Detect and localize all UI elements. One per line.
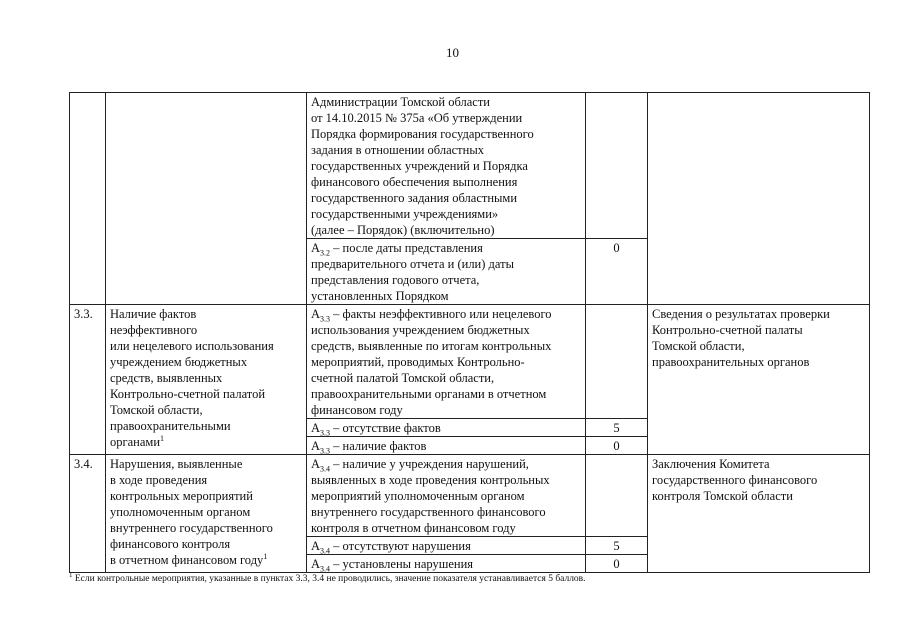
page-number: 10 xyxy=(446,45,459,60)
criterion-cell xyxy=(307,555,586,573)
indicators-table xyxy=(69,92,870,573)
criterion-prefix: А xyxy=(311,457,321,471)
criterion-text: – факты неэффективного или нецелевого использования учреждением бюджетных средств, выявленные по итогам контрольных мероприятий, проводимых Контрольно- счетной палатой Томской области, правоохранительными органами в отчетном финансовом году xyxy=(311,307,552,417)
criterion-cell: Администрации Томской области от 14.10.2015 № 375а «Об утверждении Порядка формирования государственного задания в отношении областных государственных учреждений и Порядка финансового обеспечения выполнения государственного задания областными государственными учреждениями» (далее – Порядок) (включительно) xyxy=(307,93,586,239)
criterion-prefix: А xyxy=(311,421,321,435)
source-cell: Заключения Комитета государственного финансового контроля Томской области xyxy=(648,455,870,573)
footnote-text: Если контрольные мероприятия, указанные в пунктах 3.3, 3.4 не проводились, значение показателя устанавливается 5 баллов. xyxy=(72,574,586,584)
score-cell: 5 xyxy=(586,419,648,437)
score-cell: 0 xyxy=(586,555,648,573)
criterion-index: 3.3 xyxy=(320,428,331,437)
row-number-cell xyxy=(70,93,106,305)
criterion-index: 3.2 xyxy=(320,248,331,258)
criterion-cell xyxy=(307,437,586,455)
criterion-index: 3.3 xyxy=(320,314,331,324)
criterion-cell xyxy=(307,455,586,537)
criterion-prefix: А xyxy=(311,439,321,453)
criterion-text: – отсутствие фактов xyxy=(330,421,441,435)
criterion-text: – после даты представления предварительного отчета и (или) даты представления годового отчета, установленных Порядком xyxy=(311,241,514,303)
score-cell xyxy=(586,455,648,537)
score-cell xyxy=(586,305,648,419)
criterion-cell xyxy=(307,239,586,305)
score-cell: 0 xyxy=(586,437,648,455)
criterion-cell xyxy=(307,305,586,419)
row-number-cell: 3.3. xyxy=(70,305,106,455)
criterion-cell xyxy=(307,537,586,555)
criterion-text: – установлены нарушения xyxy=(330,557,474,571)
score-cell: 5 xyxy=(586,537,648,555)
row-name-cell xyxy=(106,305,307,455)
row-name-cell xyxy=(106,455,307,573)
criterion-text: – наличие фактов xyxy=(330,439,427,453)
footnote-marker: 1 xyxy=(69,570,73,579)
source-cell xyxy=(648,93,870,305)
criterion-index: 3.4 xyxy=(320,546,331,555)
table-row xyxy=(70,305,870,419)
score-cell xyxy=(586,93,648,239)
criterion-cell xyxy=(307,419,586,437)
criterion-prefix: А xyxy=(311,307,321,321)
criterion-prefix: А xyxy=(311,539,321,553)
criterion-text: – отсутствуют нарушения xyxy=(330,539,471,553)
score-cell: 0 xyxy=(586,239,648,305)
indicator-name: Наличие фактов неэффективного или нецелевого использования учреждением бюджетных средств, выявленных Контрольно-счетной палатой Томской области, правоохранительными органами xyxy=(110,307,274,449)
footnote xyxy=(69,570,889,584)
indicator-name: Нарушения, выявленные в ходе проведения контрольных мероприятий уполномоченным органом внутреннего государственного финансового контроля в отчетном финансовом году xyxy=(110,457,273,567)
criterion-text: – наличие у учреждения нарушений, выявленных в ходе проведения контрольных мероприятий уполномоченным органом внутреннего государственного финансового контроля в отчетном финансовом году xyxy=(311,457,550,535)
source-cell: Сведения о результатах проверки Контрольно-счетной палаты Томской области, правоохранительных органов xyxy=(648,305,870,455)
criterion-index: 3.3 xyxy=(320,446,331,455)
footnote-ref: 1 xyxy=(263,551,268,561)
criterion-index: 3.4 xyxy=(320,464,331,474)
table-row xyxy=(70,455,870,537)
criterion-index: 3.4 xyxy=(320,564,331,573)
table-row xyxy=(70,93,870,239)
row-number-cell: 3.4. xyxy=(70,455,106,573)
row-name-cell xyxy=(106,93,307,305)
criterion-prefix: А xyxy=(311,557,321,571)
criterion-prefix: А xyxy=(311,241,321,255)
footnote-ref: 1 xyxy=(160,433,165,443)
